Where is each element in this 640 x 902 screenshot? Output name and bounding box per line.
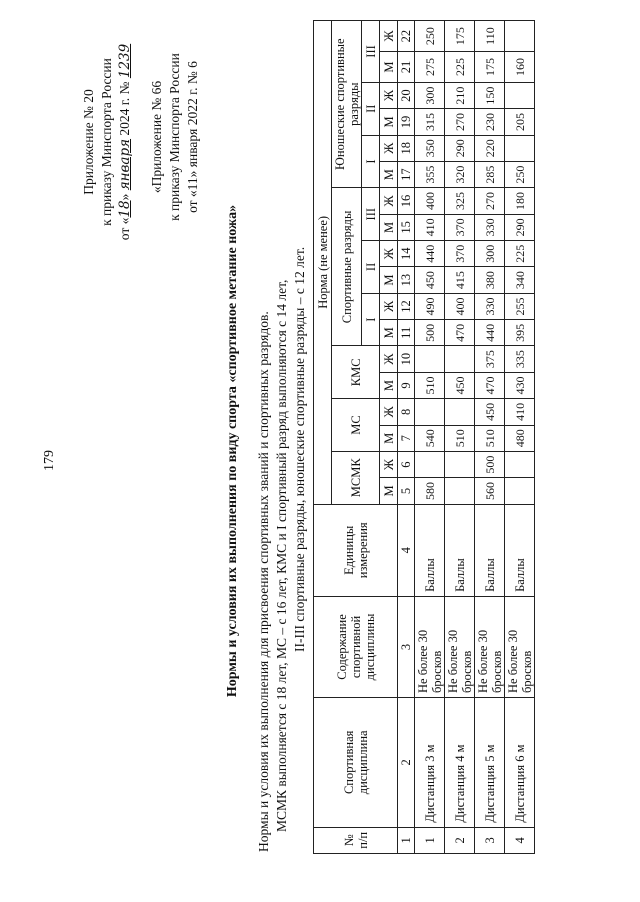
column-index-cell: 21 <box>398 52 415 83</box>
intro-line2: МСМК выполняется с 18 лет, МС – с 16 лет, КМС и I спортивный разряд выполняются с 14 лет, <box>274 279 289 832</box>
intro-line3: II-III спортивные разряды, юношеские спортивные разряды – с 12 лет. <box>292 246 307 652</box>
norm-value-cell: 440 <box>475 320 505 346</box>
norm-value-cell: 270 <box>445 109 475 135</box>
norm-value-cell: 510 <box>415 372 445 398</box>
norm-value-cell: 210 <box>445 82 475 108</box>
header-male: М <box>380 425 398 451</box>
norm-value-cell: 250 <box>415 21 445 52</box>
norm-value-cell: 470 <box>475 372 505 398</box>
column-index-cell: 14 <box>398 241 415 267</box>
header-female: Ж <box>380 241 398 267</box>
norm-value-cell: 220 <box>475 135 505 161</box>
old-appendix-line1: «Приложение № 66 <box>149 80 164 194</box>
table-row <box>415 21 445 854</box>
norm-value-cell: 400 <box>415 188 445 214</box>
header-row-1 <box>314 21 332 854</box>
norm-value-cell: 480 <box>505 425 535 451</box>
row-num: 4 <box>505 827 535 853</box>
norm-value-cell: 110 <box>475 21 505 52</box>
column-index-cell: 5 <box>398 478 415 504</box>
norm-value-cell: 150 <box>475 82 505 108</box>
norm-value-cell: 395 <box>505 320 535 346</box>
column-index-cell: 3 <box>398 596 415 697</box>
column-index-cell: 19 <box>398 109 415 135</box>
norm-value-cell: 410 <box>415 214 445 240</box>
norm-value-cell: 285 <box>475 161 505 187</box>
norm-value-cell: 225 <box>445 52 475 83</box>
norm-value-cell: 450 <box>475 399 505 425</box>
row-num: 1 <box>415 827 445 853</box>
column-index-cell: 2 <box>398 698 415 828</box>
header-female: Ж <box>380 451 398 477</box>
norm-value-cell: 230 <box>475 109 505 135</box>
norm-value-cell: 350 <box>415 135 445 161</box>
norm-value-cell: 380 <box>475 267 505 293</box>
norm-value-cell: 205 <box>505 109 535 135</box>
row-content: Не более 30 бросков <box>505 596 535 697</box>
norm-value-cell: 290 <box>505 214 535 240</box>
appendix-year: 2024 г. № <box>117 81 132 136</box>
row-discipline: Дистанция 4 м <box>445 698 475 828</box>
header-female: Ж <box>380 135 398 161</box>
header-kms: КМС <box>332 346 380 399</box>
header-youth-ranks: Юношеские спортивные разряды <box>332 21 362 188</box>
header-index-row <box>398 21 415 854</box>
row-discipline: Дистанция 5 м <box>475 698 505 828</box>
norm-value-cell: 470 <box>445 320 475 346</box>
header-rank-1: I <box>362 293 380 346</box>
header-units: Единицы измерения <box>314 504 398 596</box>
norms-table <box>313 20 535 854</box>
norm-value-cell: 270 <box>475 188 505 214</box>
table-row <box>445 21 475 854</box>
row-units: Баллы <box>505 504 535 596</box>
row-units: Баллы <box>445 504 475 596</box>
norm-value-cell: 500 <box>475 451 505 477</box>
row-units: Баллы <box>475 504 505 596</box>
header-discipline: Спортивная дисциплина <box>314 698 398 828</box>
header-female: Ж <box>380 399 398 425</box>
norm-value-cell: 400 <box>445 293 475 319</box>
header-male: М <box>380 478 398 504</box>
column-index-cell: 6 <box>398 451 415 477</box>
header-male: М <box>380 52 398 83</box>
header-female: Ж <box>380 346 398 372</box>
header-ms: МС <box>332 399 380 452</box>
norm-value-cell: 300 <box>415 82 445 108</box>
norm-value-cell: 510 <box>445 425 475 451</box>
column-index-cell: 4 <box>398 504 415 596</box>
norm-value-cell: 450 <box>445 372 475 398</box>
column-index-cell: 22 <box>398 21 415 52</box>
appendix-day: 18 <box>117 200 133 218</box>
header-male: М <box>380 161 398 187</box>
norm-value-cell: 160 <box>505 52 535 83</box>
column-index-cell: 20 <box>398 82 415 108</box>
intro-text <box>255 247 309 852</box>
norm-value-cell <box>445 399 475 425</box>
column-index-cell: 13 <box>398 267 415 293</box>
row-num: 2 <box>445 827 475 853</box>
norm-value-cell: 320 <box>445 161 475 187</box>
column-index-cell: 15 <box>398 214 415 240</box>
document-title: Нормы и условия их выполнения по виду спорта «спортивное метание ножа» <box>225 204 240 698</box>
norm-value-cell <box>505 451 535 477</box>
row-content: Не более 30 бросков <box>415 596 445 697</box>
appendix-number: 1239 <box>117 43 133 79</box>
appendix-date-prefix: от « <box>117 217 132 241</box>
header-youth-rank-1: I <box>362 135 380 188</box>
norm-value-cell: 430 <box>505 372 535 398</box>
column-index-cell: 11 <box>398 320 415 346</box>
norm-value-cell: 275 <box>415 52 445 83</box>
old-appendix-header <box>148 27 202 247</box>
norm-value-cell: 510 <box>475 425 505 451</box>
appendix-date-mid: » <box>117 193 132 201</box>
column-index-cell: 9 <box>398 372 415 398</box>
norm-value-cell: 440 <box>415 241 445 267</box>
norm-value-cell: 450 <box>415 267 445 293</box>
norm-value-cell <box>445 451 475 477</box>
norm-value-cell <box>505 82 535 108</box>
appendix-header <box>80 12 134 272</box>
norm-value-cell: 250 <box>505 161 535 187</box>
intro-line1: Нормы и условия их выполнения для присвоения спортивных званий и спортивных разрядов. <box>256 311 271 852</box>
norm-value-cell: 225 <box>505 241 535 267</box>
norm-value-cell: 415 <box>445 267 475 293</box>
norm-value-cell: 335 <box>505 346 535 372</box>
norm-value-cell: 180 <box>505 188 535 214</box>
norm-value-cell <box>445 346 475 372</box>
column-index-cell: 17 <box>398 161 415 187</box>
row-units: Баллы <box>415 504 445 596</box>
norm-value-cell: 355 <box>415 161 445 187</box>
row-discipline: Дистанция 6 м <box>505 698 535 828</box>
header-youth-rank-3: III <box>362 21 380 83</box>
appendix-month: января <box>117 138 133 191</box>
old-appendix-line3: от «11» января 2022 г. № 6 <box>185 61 200 213</box>
norm-value-cell: 325 <box>445 188 475 214</box>
header-sport-ranks: Спортивные разряды <box>332 188 362 346</box>
row-discipline: Дистанция 3 м <box>415 698 445 828</box>
header-male: М <box>380 320 398 346</box>
norm-value-cell: 370 <box>445 241 475 267</box>
norm-value-cell <box>445 478 475 504</box>
norm-value-cell: 330 <box>475 293 505 319</box>
header-rank-2: II <box>362 241 380 294</box>
column-index-cell: 1 <box>398 827 415 853</box>
column-index-cell: 12 <box>398 293 415 319</box>
appendix-line2: к приказу Минспорта России <box>99 58 114 226</box>
appendix-line1: Приложение № 20 <box>81 89 96 195</box>
header-male: М <box>380 214 398 240</box>
norm-value-cell <box>415 346 445 372</box>
page-number: 179 <box>42 450 57 471</box>
column-index-cell: 7 <box>398 425 415 451</box>
norm-value-cell: 375 <box>475 346 505 372</box>
table-row <box>505 21 535 854</box>
norm-value-cell: 255 <box>505 293 535 319</box>
norm-value-cell: 370 <box>445 214 475 240</box>
column-index-cell: 16 <box>398 188 415 214</box>
column-index-cell: 18 <box>398 135 415 161</box>
norm-value-cell: 175 <box>475 52 505 83</box>
header-male: М <box>380 109 398 135</box>
old-appendix-line2: к приказу Минспорта России <box>167 53 182 221</box>
header-content: Содержание спортивной дисциплины <box>314 596 398 697</box>
norm-value-cell: 175 <box>445 21 475 52</box>
header-youth-rank-2: II <box>362 82 380 135</box>
header-female: Ж <box>380 293 398 319</box>
row-content: Не более 30 бросков <box>475 596 505 697</box>
header-msmk: МСМК <box>332 451 380 504</box>
header-rank-3: III <box>362 188 380 241</box>
norm-value-cell <box>415 451 445 477</box>
norm-value-cell <box>505 135 535 161</box>
norm-value-cell <box>505 478 535 504</box>
norm-value-cell: 300 <box>475 241 505 267</box>
norm-value-cell: 315 <box>415 109 445 135</box>
row-num: 3 <box>475 827 505 853</box>
appendix-line3 <box>116 12 134 272</box>
header-num: № п/п <box>314 827 398 853</box>
header-norm: Норма (не менее) <box>314 21 332 505</box>
norm-value-cell <box>505 21 535 52</box>
header-male: М <box>380 267 398 293</box>
column-index-cell: 10 <box>398 346 415 372</box>
column-index-cell: 8 <box>398 399 415 425</box>
norm-value-cell: 330 <box>475 214 505 240</box>
header-female: Ж <box>380 21 398 52</box>
norm-value-cell: 580 <box>415 478 445 504</box>
norm-value-cell: 410 <box>505 399 535 425</box>
norm-value-cell: 490 <box>415 293 445 319</box>
norm-value-cell: 500 <box>415 320 445 346</box>
norm-value-cell: 560 <box>475 478 505 504</box>
table-row <box>475 21 505 854</box>
row-content: Не более 30 бросков <box>445 596 475 697</box>
norm-value-cell: 290 <box>445 135 475 161</box>
header-female: Ж <box>380 82 398 108</box>
header-female: Ж <box>380 188 398 214</box>
norm-value-cell <box>415 399 445 425</box>
norm-value-cell: 540 <box>415 425 445 451</box>
header-male: М <box>380 372 398 398</box>
norm-value-cell: 340 <box>505 267 535 293</box>
